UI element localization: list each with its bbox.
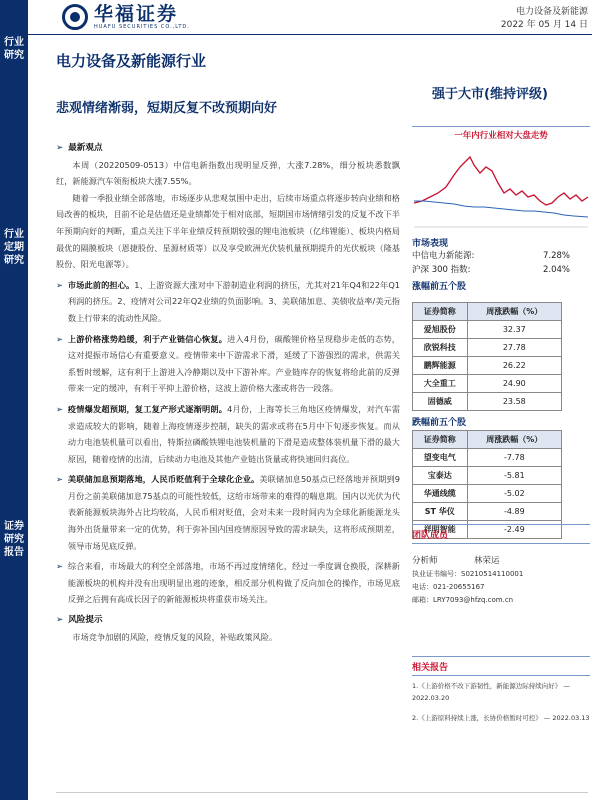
gainers-table-wrap xyxy=(412,302,590,539)
section-latest-view: ➢ 最新观点 xyxy=(56,143,103,153)
col-header: 证券简称 xyxy=(413,431,468,449)
team-section xyxy=(412,524,590,607)
arrow-bullet-icon: ➢ xyxy=(56,615,64,626)
col-header: 周涨跌幅（%） xyxy=(467,303,561,321)
paragraph: 本周（20220509-0513）中信电新指数出现明显反弹，大涨7.28%，细分板块悉数飘红，新能源汽车领衔板块大涨7.55%。 xyxy=(56,159,400,187)
related-reports xyxy=(412,656,590,724)
left-strip xyxy=(0,0,28,800)
side-divider xyxy=(412,126,590,127)
brand-logo xyxy=(62,4,190,30)
table-row: 宝泰达 -5.81 xyxy=(413,467,562,485)
report-headline: 悲观情绪渐弱，短期反复不改预期向好 xyxy=(56,101,278,116)
col-header: 周涨跌幅（%） xyxy=(467,431,561,449)
chart-title: 一年内行业相对大盘走势 xyxy=(454,131,548,141)
side-divider xyxy=(412,656,590,657)
section-risk: ➢ 风险提示 xyxy=(56,615,103,626)
bullet-point: ➢ 综合来看，市场最大的利空全部落地，市场不再过度情绪化，经过一季度调仓换股，深耕新能源板块的机构并没有出现明显出逃的迹象，相反部分机构做了反向加仓的操作，市场见底反弹之后拥有高成长因子的新能源板块将重获市场关注。 xyxy=(56,558,400,608)
arrow-bullet-icon: ➢ xyxy=(56,333,63,344)
strip-label-top: 行业研究 xyxy=(4,37,24,61)
related-item[interactable]: 2.《上游原料持续上涨，长协价格暂时可控》 — 2022.03.13 xyxy=(412,714,590,722)
report-category: 电力设备及新能源 xyxy=(515,7,588,17)
losers-title: 跌幅前五个股 xyxy=(412,418,467,428)
risk-text: 市场竞争加剧的风险，疫情反复的风险，补贴政策风险。 xyxy=(72,631,278,642)
relative-trend-chart xyxy=(412,140,590,240)
team-title: 团队成员 xyxy=(412,531,449,541)
col-header: 证券简称 xyxy=(413,303,468,321)
related-title: 相关报告 xyxy=(412,663,449,673)
header-divider xyxy=(28,34,592,35)
market-row: 中信电力新能源: 7.28% xyxy=(412,251,570,261)
index-series-line xyxy=(414,201,588,217)
bullet-point: ➢ 上游价格涨势趋缓，利于产业链信心恢复。进入4月份，碳酸锂价格呈现稳步走低的态势，这对提振市场信心有重要意义。疫情带来中下游需求下滑，延缓了下游强烈的需求，供需关系暂时缓解，这有利于上游进入冷静期以及中下游补库。产业链库存的恢复将给此前的反弹带来一定的缓冲，有利于平抑上游价格，这波上游价格大涨或将告一段落。 xyxy=(56,331,400,397)
email: 邮箱：LRY7093@hfzq.com.cn xyxy=(412,596,514,604)
market-row: 沪深 300 指数: 2.04% xyxy=(412,265,570,275)
bullet-point: ➢ 市场此前的担心。1、上游资源大涨对中下游制造业利润的挤压，尤其对21年Q4和22年Q1利润的挤压。2、疫情对公司22年Q2业绩的负面影响。3、美联储加息、美债收益率/美元指数上行带来的流动性风险。 xyxy=(56,277,400,327)
phone: 电话：021-20655167 xyxy=(412,583,485,591)
arrow-bullet-icon: ➢ xyxy=(56,143,64,153)
page-footer xyxy=(56,792,588,800)
bullet-point: ➢ 疫情爆发超预期，复工复产形式逐渐明朗。4月份，上海等长三角地区疫情爆发，对汽车需求造成较大的影响，随着上海疫情逐步控制，缺失的需求或将在5月中下旬逐步恢复。而从动力电池装机量可以看出，特斯拉磷酸铁锂电池装机量的下滑是造成整体装机量下滑的最大原因，随着疫情的出清，后续动力电池及其他产业链出货量或将快速回归高位。 xyxy=(56,401,400,467)
related-item[interactable]: 1.《上游价格不改下游韧性，新能源边际持续向好》 — 2022.03.20 xyxy=(412,682,570,702)
table-row: 祥明智能 -2.49 xyxy=(413,521,562,539)
strip-label-mid: 行业定期研究 xyxy=(4,229,24,266)
report-date: 2022 年 05 月 14 日 xyxy=(500,20,588,30)
main-content xyxy=(56,140,400,645)
analyst-name: 林荣运 xyxy=(474,556,500,566)
table-row: 大全重工 24.90 xyxy=(413,375,562,393)
brand-name-cn: 华福证券 xyxy=(94,3,179,25)
arrow-bullet-icon: ➢ xyxy=(56,403,63,414)
bullet-point: ➢ 美联储加息预期落地，人民币贬值利于全球化企业。美联储加息50基点已经落地并预期到9月份之前美联储加息75基点的可能性较低，这给市场带来的难得的喘息期。国内以光伏为代表新能源板块海外占比均较高，人民币相对贬值，会对未来一段时间内为全球化新能源龙头海外出货量带来一定的优势，利于弥补国内国疫情原因导致的需求缺失，这将形成预期差，领导市场见底反弹。 xyxy=(56,471,400,554)
table-row: ST 华仪 -4.89 xyxy=(413,503,562,521)
side-divider xyxy=(412,543,590,544)
market-performance xyxy=(412,236,590,292)
side-divider xyxy=(412,675,590,676)
table-row: 华通线缆 -5.02 xyxy=(413,485,562,503)
table-row: 爱旭股份 32.37 xyxy=(413,321,562,339)
brand-name-en: HUAFU SECURITIES CO.,LTD. xyxy=(94,24,190,30)
gainers-title: 涨幅前五个股 xyxy=(412,282,467,292)
table-row: 鹏辉能源 26.22 xyxy=(413,357,562,375)
arrow-bullet-icon: ➢ xyxy=(56,474,63,485)
market-title: 市场表现 xyxy=(412,239,449,249)
table-row: 固德威 23.58 xyxy=(413,393,562,411)
header-meta xyxy=(501,6,588,32)
strip-label-bottom: 证券研究报告 xyxy=(4,521,24,558)
arrow-bullet-icon: ➢ xyxy=(56,561,63,572)
chart-header xyxy=(412,126,590,141)
rating-label: 强于大市(维持评级) xyxy=(432,87,548,102)
analyst-row: 分析师 林荣运 xyxy=(412,556,500,566)
table-row: 望变电气 -7.78 xyxy=(413,449,562,467)
arrow-bullet-icon: ➢ xyxy=(56,279,63,290)
table-row: 欣锐科技 27.78 xyxy=(413,339,562,357)
gainers-table xyxy=(412,302,562,411)
license-number: 执业证书编号：S0210514110001 xyxy=(412,570,524,578)
brand-logo-icon xyxy=(62,4,88,30)
industry-series-line xyxy=(414,157,588,205)
paragraph: 随着一季报业绩全部落地，市场逐步从悲观氛围中走出，后续市场重点将逐步转向业绩和格局改善的板块，目前不论是估值还是业绩都处于相对底部，短期国市场情绪引发的反复不改下半年预期向好的判断，重点关注下半年业绩反转预期较强的锂电池板块（亿纬锂能）、板块内格局最优的隔膜板块（恩捷股份、星源材质等）以及享受欧洲光伏装机量预期提升的光伏板块（隆基股份、阳光电源等）。 xyxy=(56,192,400,270)
losers-table xyxy=(412,430,562,539)
industry-title: 电力设备及新能源行业 xyxy=(56,52,207,70)
side-divider xyxy=(412,524,590,525)
